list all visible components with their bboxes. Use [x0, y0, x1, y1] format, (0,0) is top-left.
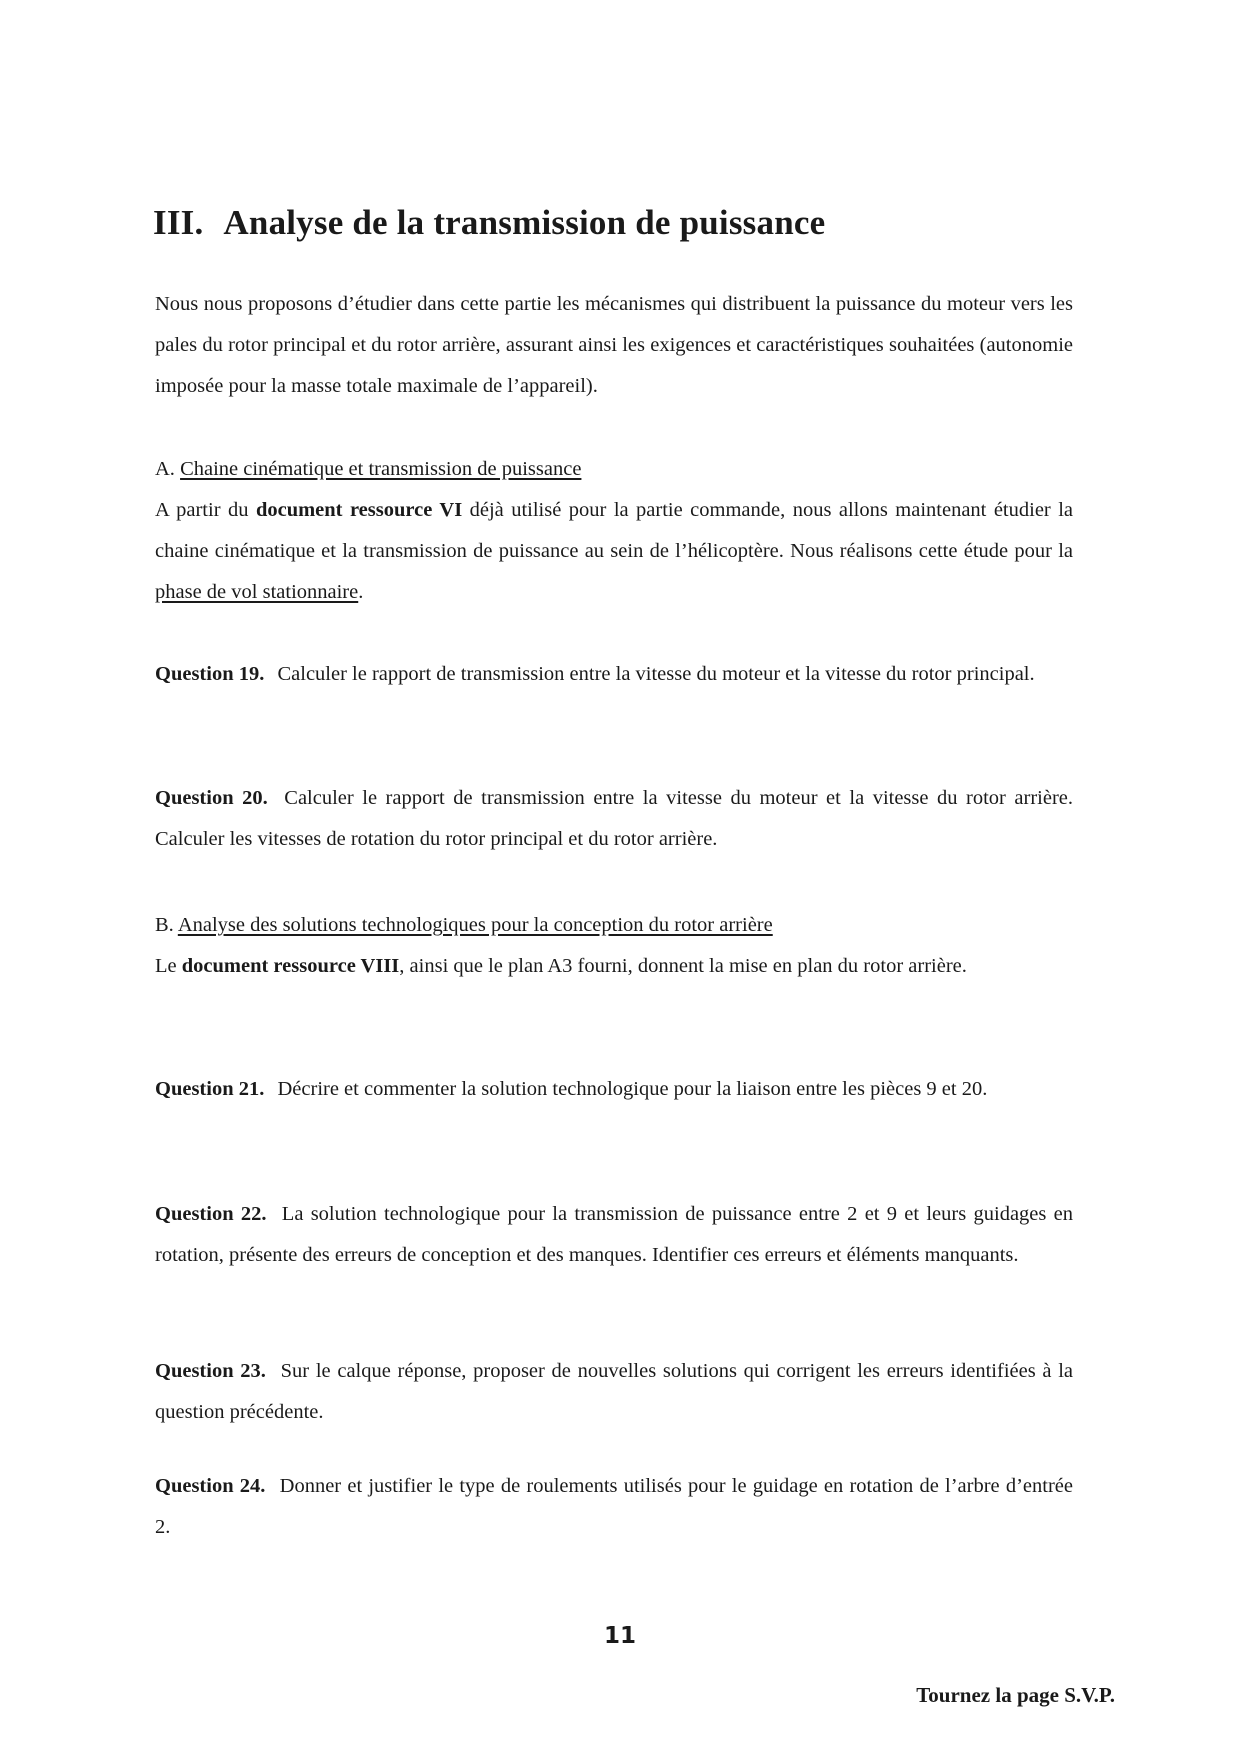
question-21	[155, 1069, 1073, 1110]
part-a-paragraph	[155, 490, 1073, 613]
part-b-heading-text: Analyse des solutions technologiques pour la conception du rotor arrière	[177, 914, 773, 936]
question-text: Décrire et commenter la solution technologique pour la liaison entre les pièces 9 et 20.	[277, 1078, 988, 1100]
page-number: 11	[603, 1623, 636, 1649]
question-23	[155, 1351, 1073, 1433]
part-a-text-end: .	[358, 581, 364, 603]
question-19	[155, 654, 1073, 695]
question-label: Question 20.	[155, 787, 268, 809]
part-a-phase: phase de vol stationnaire	[155, 581, 359, 603]
question-22	[155, 1194, 1073, 1276]
question-label: Question 19.	[155, 663, 265, 685]
section-title	[153, 203, 825, 243]
question-text: La solution technologique pour la transmission de puissance entre 2 et 9 et leurs guidages en rotation, présente des erreurs de conception et des manques. Identifier ces erreurs et éléments manquants.	[155, 1203, 1073, 1266]
question-24	[155, 1466, 1073, 1548]
question-text: Sur le calque réponse, proposer de nouvelles solutions qui corrigent les erreurs identifiées à la question précédente.	[155, 1360, 1073, 1423]
question-text: Calculer le rapport de transmission entre la vitesse du moteur et la vitesse du rotor principal.	[277, 663, 1035, 685]
part-b-paragraph	[155, 946, 1073, 987]
section-number: III.	[153, 203, 204, 242]
part-b-letter: B.	[155, 914, 174, 936]
question-label: Question 23.	[155, 1360, 266, 1382]
part-b-text-start: Le	[155, 955, 177, 977]
part-a-text-start: A partir du	[155, 499, 249, 521]
question-label: Question 24.	[155, 1475, 266, 1497]
part-b-heading	[155, 905, 1073, 946]
part-a-letter: A.	[155, 458, 175, 480]
part-a-heading-text: Chaine cinématique et transmission de puissance	[180, 458, 582, 480]
part-a-text-middle: déjà utilisé pour la partie commande, nous allons maintenant étudier la chaine cinématique et la transmission de puissance au sein de l’hélicoptère. Nous réalisons cette étude pour la	[155, 499, 1073, 562]
question-label: Question 22.	[155, 1203, 267, 1225]
part-b-text-end: , ainsi que le plan A3 fourni, donnent la mise en plan du rotor arrière.	[399, 955, 967, 977]
section-title-text: Analyse de la transmission de puissance	[223, 203, 826, 242]
part-a-heading	[155, 449, 1073, 490]
question-text: Donner et justifier le type de roulements utilisés pour le guidage en rotation de l’arbre d’entrée 2.	[155, 1475, 1073, 1538]
question-label: Question 21.	[155, 1078, 265, 1100]
intro-paragraph: Nous nous proposons d’étudier dans cette partie les mécanismes qui distribuent la puissance du moteur vers les pales du rotor principal et du rotor arrière, assurant ainsi les exigences et caractéristiques souhaitées (autonomie imposée pour la masse totale maximale de l’appareil).	[155, 293, 1073, 397]
part-a-document-ref: document ressource VI	[255, 499, 463, 521]
question-text: Calculer le rapport de transmission entre la vitesse du moteur et la vitesse du rotor arrière. Calculer les vitesses de rotation du rotor principal et du rotor arrière.	[155, 787, 1074, 850]
question-20	[155, 778, 1073, 860]
part-b-document-ref: document ressource VIII	[181, 955, 400, 977]
turn-page-note: Tournez la page S.V.P.	[916, 1683, 1115, 1707]
